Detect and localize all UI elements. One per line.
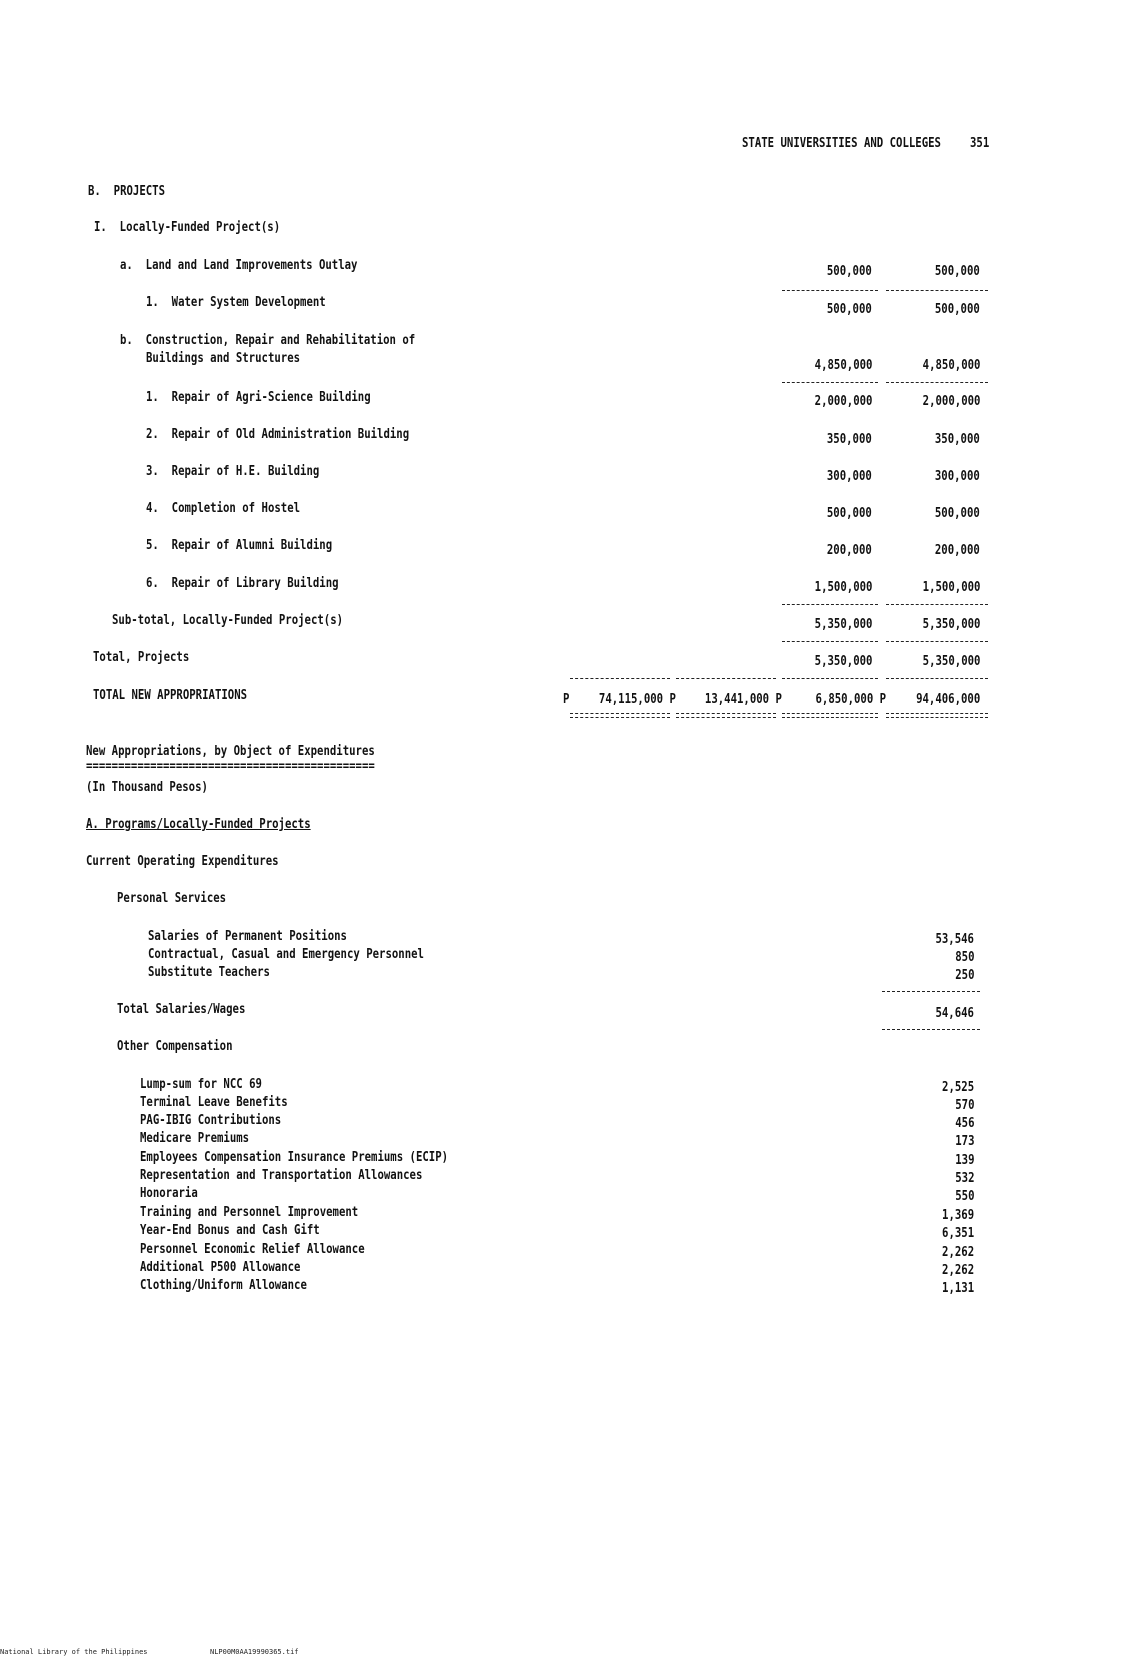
land-outlay-col1: 500,000 — [827, 264, 872, 279]
rule — [886, 641, 988, 642]
other-comp-label: Lump-sum for NCC 69 — [140, 1077, 262, 1092]
land-outlay-col2: 500,000 — [935, 264, 980, 279]
salary-item-label: Salaries of Permanent Positions — [148, 929, 347, 944]
double-rule — [570, 713, 670, 718]
other-comp-value: 550 — [954, 1189, 974, 1204]
other-comp-label: Terminal Leave Benefits — [140, 1095, 288, 1110]
other-comp-label: PAG-IBIG Contributions — [140, 1113, 282, 1128]
construction-label-1: b. Construction, Repair and Rehabilitation of — [120, 333, 416, 348]
page-header-title: STATE UNIVERSITIES AND COLLEGES — [742, 136, 941, 151]
salary-item-value: 250 — [954, 968, 974, 983]
rule — [882, 1029, 980, 1030]
other-comp-value: 173 — [954, 1134, 974, 1149]
footer-library: National Library of the Philippines — [0, 1648, 148, 1656]
double-rule — [886, 713, 988, 718]
page-number: 351 — [970, 136, 990, 151]
peso-sign: P — [563, 692, 570, 707]
water-system-col2: 500,000 — [935, 302, 980, 317]
other-comp-label: Year-End Bonus and Cash Gift — [140, 1223, 320, 1238]
other-comp-label: Personnel Economic Relief Allowance — [140, 1242, 365, 1257]
subtotal-col1: 5,350,000 — [814, 617, 872, 632]
rule — [782, 678, 878, 679]
rule — [886, 678, 988, 679]
project-item-col2: 200,000 — [935, 543, 980, 558]
project-item-col1: 1,500,000 — [814, 580, 872, 595]
locally-funded-heading: I. Locally-Funded Project(s) — [94, 220, 281, 235]
other-comp-label: Clothing/Uniform Allowance — [140, 1278, 307, 1293]
salary-item-value: 53,546 — [935, 932, 974, 947]
rule — [782, 604, 878, 605]
total-new-appropriations-label: TOTAL NEW APPROPRIATIONS — [93, 688, 248, 703]
rule — [886, 604, 988, 605]
rule — [782, 641, 878, 642]
construction-col2: 4,850,000 — [922, 358, 980, 373]
project-item-label: 5. Repair of Alumni Building — [146, 538, 333, 553]
object-exp-title: New Appropriations, by Object of Expenditures — [86, 744, 375, 759]
project-item-col2: 500,000 — [935, 506, 980, 521]
salary-item-label: Contractual, Casual and Emergency Personnel — [148, 947, 424, 962]
other-comp-value: 570 — [954, 1098, 974, 1113]
section-projects: B. PROJECTS — [88, 184, 166, 199]
other-comp-value: 1,369 — [941, 1208, 974, 1223]
project-item-label: 1. Repair of Agri-Science Building — [146, 390, 371, 405]
project-item-col1: 300,000 — [827, 469, 872, 484]
other-comp-value: 2,262 — [941, 1263, 974, 1278]
construction-col1: 4,850,000 — [814, 358, 872, 373]
rule — [886, 290, 988, 291]
project-item-col1: 2,000,000 — [814, 394, 872, 409]
other-comp-label: Honoraria — [140, 1186, 198, 1201]
water-system-col1: 500,000 — [827, 302, 872, 317]
other-comp-label: Medicare Premiums — [140, 1131, 250, 1146]
land-outlay-label: a. Land and Land Improvements Outlay — [120, 258, 358, 273]
project-item-label: 3. Repair of H.E. Building — [146, 464, 320, 479]
other-comp-value: 2,262 — [941, 1245, 974, 1260]
other-comp-label: Training and Personnel Improvement — [140, 1205, 359, 1220]
construction-label-2: Buildings and Structures — [146, 351, 301, 366]
other-comp-value: 1,131 — [941, 1281, 974, 1296]
project-item-col1: 500,000 — [827, 506, 872, 521]
other-comp-label: Employees Compensation Insurance Premiums (ECIP) — [140, 1150, 449, 1165]
salary-item-label: Substitute Teachers — [148, 965, 270, 980]
unit-note: (In Thousand Pesos) — [86, 780, 208, 795]
rule — [782, 290, 878, 291]
subtotal-col2: 5,350,000 — [922, 617, 980, 632]
project-item-col1: 200,000 — [827, 543, 872, 558]
project-item-col2: 2,000,000 — [922, 394, 980, 409]
other-compensation-heading: Other Compensation — [117, 1039, 233, 1054]
project-item-label: 4. Completion of Hostel — [146, 501, 301, 516]
subtotal-label: Sub-total, Locally-Funded Project(s) — [112, 613, 344, 628]
total-salaries-label: Total Salaries/Wages — [117, 1002, 246, 1017]
rule — [570, 678, 670, 679]
other-comp-label: Additional P500 Allowance — [140, 1260, 301, 1275]
total-projects-label: Total, Projects — [93, 650, 190, 665]
total-new-col4: 94,406,000 — [915, 692, 980, 707]
other-comp-value: 532 — [954, 1171, 974, 1186]
current-operating-heading: Current Operating Expenditures — [86, 854, 279, 869]
salary-item-value: 850 — [954, 950, 974, 965]
rule — [886, 382, 988, 383]
project-item-label: 6. Repair of Library Building — [146, 576, 339, 591]
project-item-col2: 300,000 — [935, 469, 980, 484]
double-rule — [676, 713, 776, 718]
total-new-col1: 74,115,000 P — [598, 692, 676, 707]
project-item-label: 2. Repair of Old Administration Building — [146, 427, 410, 442]
rule — [882, 991, 980, 992]
total-projects-col1: 5,350,000 — [814, 654, 872, 669]
object-exp-rule: ============================================= — [86, 759, 375, 774]
project-item-col2: 350,000 — [935, 432, 980, 447]
programs-heading: A. Programs/Locally-Funded Projects — [86, 817, 311, 832]
total-new-col2: 13,441,000 P — [704, 692, 782, 707]
other-comp-value: 139 — [954, 1153, 974, 1168]
other-comp-value: 2,525 — [941, 1080, 974, 1095]
total-salaries-value: 54,646 — [935, 1006, 974, 1021]
footer-filename: NLP00M0AA19990365.tif — [210, 1648, 299, 1656]
water-system-label: 1. Water System Development — [146, 295, 326, 310]
rule — [782, 382, 878, 383]
other-comp-value: 456 — [954, 1116, 974, 1131]
other-comp-value: 6,351 — [941, 1226, 974, 1241]
project-item-col2: 1,500,000 — [922, 580, 980, 595]
total-projects-col2: 5,350,000 — [922, 654, 980, 669]
personal-services-heading: Personal Services — [117, 891, 227, 906]
other-comp-label: Representation and Transportation Allowances — [140, 1168, 423, 1183]
double-rule — [782, 713, 878, 718]
total-new-col3: 6,850,000 P — [815, 692, 886, 707]
project-item-col1: 350,000 — [827, 432, 872, 447]
rule — [676, 678, 776, 679]
